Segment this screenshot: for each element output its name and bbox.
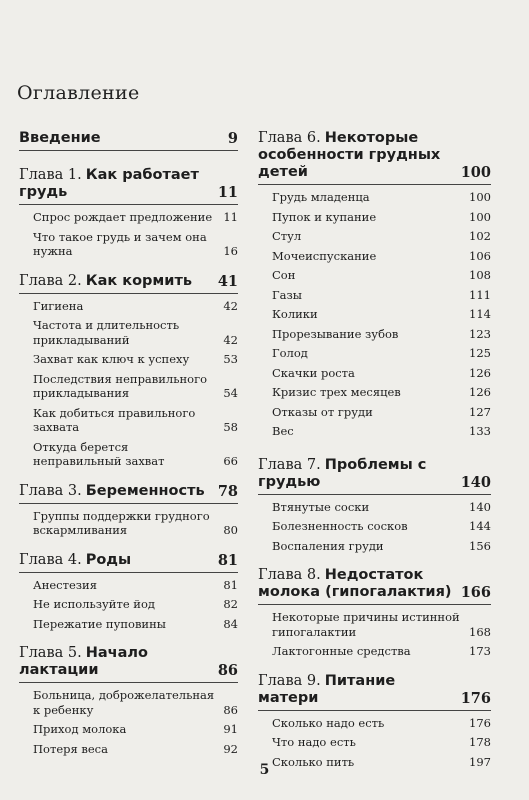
entry-page-number: 111 xyxy=(469,287,491,302)
chapter-divider xyxy=(19,572,238,573)
toc-entry xyxy=(258,307,491,322)
toc-left-column xyxy=(19,130,238,761)
chapter-page-number: 9 xyxy=(227,130,238,147)
chapter-number: Глава 8. xyxy=(258,567,321,583)
chapter-title xyxy=(258,457,457,491)
chapter-divider xyxy=(19,682,238,683)
entry-title: Гигиена xyxy=(33,298,84,313)
toc-entry xyxy=(258,366,491,381)
chapter-number: Глава 5. xyxy=(19,645,82,661)
entry-title: Отказы от груди xyxy=(272,404,373,419)
chapter-number: Глава 1. xyxy=(19,167,82,183)
entry-title: Колики xyxy=(272,307,318,321)
entry-page-number: 140 xyxy=(469,499,491,514)
toc-entry xyxy=(258,385,491,400)
entry-page-number: 125 xyxy=(469,346,491,360)
chapter-page-number: 78 xyxy=(217,482,238,500)
chapter-title xyxy=(19,645,214,679)
entry-page-number: 156 xyxy=(469,538,491,553)
entry-title: Прорезывание зубов xyxy=(272,326,399,341)
toc-entry xyxy=(258,735,491,750)
chapter-name: Некоторые особенности грудных детей xyxy=(258,130,441,180)
chapter-name: Беременность xyxy=(85,482,205,499)
entry-page-number: 11 xyxy=(223,210,238,224)
entry-page-number: 42 xyxy=(223,332,238,347)
entry-page-number: 92 xyxy=(223,741,238,756)
toc-entry xyxy=(258,519,491,534)
chapter-page-number: 41 xyxy=(217,272,238,290)
toc-entry xyxy=(19,742,238,757)
chapter-divider xyxy=(19,204,238,205)
toc-entry xyxy=(258,249,491,264)
entry-page-number: 127 xyxy=(469,404,491,419)
toc-entry xyxy=(19,440,238,469)
chapter-heading xyxy=(258,567,491,601)
chapter-title xyxy=(19,167,214,201)
entry-title: Потеря веса xyxy=(33,741,108,756)
toc-entry xyxy=(19,509,238,538)
toc-entry xyxy=(258,500,491,515)
toc-entry xyxy=(258,610,491,639)
toc-entry xyxy=(258,190,491,205)
toc-chapter xyxy=(19,130,238,151)
entry-page-number: 81 xyxy=(223,577,238,592)
entry-title: Болезненность сосков xyxy=(272,519,408,533)
toc-entry xyxy=(258,405,491,420)
entry-title: Голод xyxy=(272,346,308,360)
toc-entry xyxy=(258,424,491,439)
toc-entry xyxy=(258,229,491,244)
page-number: 5 xyxy=(259,762,270,778)
chapter-number: Глава 7. xyxy=(258,456,321,473)
entry-page-number: 54 xyxy=(223,386,238,400)
entry-page-number: 197 xyxy=(469,754,491,769)
chapter-title xyxy=(19,483,214,500)
entry-title: Спрос рождает предложение xyxy=(33,210,213,224)
toc-chapter xyxy=(19,273,238,469)
chapter-heading xyxy=(258,673,491,707)
entry-page-number: 42 xyxy=(223,298,238,313)
entry-title: Лактогонные средства xyxy=(272,644,411,658)
toc-chapter xyxy=(19,483,238,538)
entry-page-number: 173 xyxy=(469,644,491,658)
entry-title: Пережатие пуповины xyxy=(33,616,166,631)
chapter-page-number: 176 xyxy=(460,689,491,707)
entry-title: Грудь младенца xyxy=(272,190,370,204)
chapter-name: Питание матери xyxy=(258,672,396,706)
toc-entry xyxy=(19,210,238,225)
toc-entry xyxy=(258,716,491,731)
entry-title: Группы поддержки грудного вскармливания xyxy=(33,508,210,537)
toc-entry xyxy=(19,722,238,737)
entry-title: Не используйте йод xyxy=(33,597,155,611)
entry-title: Последствия неправильного прикладывания xyxy=(33,371,208,400)
entry-page-number: 176 xyxy=(469,715,491,730)
toc-chapter xyxy=(19,167,238,259)
toc-entry xyxy=(258,539,491,554)
toc-entry xyxy=(19,318,238,347)
chapter-page-number: 81 xyxy=(217,551,238,569)
entry-title: Стул xyxy=(272,229,302,243)
chapter-name: Как кормить xyxy=(85,272,193,289)
chapter-heading xyxy=(258,457,491,491)
entry-title: Мочеиспускание xyxy=(272,248,377,263)
entry-title: Частота и длительность прикладываний xyxy=(33,318,180,347)
chapter-divider xyxy=(258,604,491,605)
toc-entry xyxy=(19,230,238,259)
toc-entry xyxy=(19,597,238,612)
entry-title: Как добиться правильного захвата xyxy=(33,405,196,434)
entry-title: Сколько надо есть xyxy=(272,715,385,730)
chapter-heading xyxy=(19,645,238,679)
entry-page-number: 86 xyxy=(223,702,238,717)
entry-title: Что такое грудь и зачем она нужна xyxy=(33,229,207,258)
chapter-title xyxy=(258,567,457,601)
chapter-name: Введение xyxy=(19,130,101,146)
entry-title: Откуда берется неправильный захват xyxy=(33,439,165,468)
toc-chapter xyxy=(258,130,491,439)
chapter-divider xyxy=(258,184,491,185)
toc-entry xyxy=(19,372,238,401)
chapter-page-number: 166 xyxy=(460,584,491,601)
entry-page-number: 84 xyxy=(223,616,238,631)
chapter-name: Начало лактации xyxy=(19,645,148,678)
toc-entry xyxy=(258,210,491,225)
chapter-number: Глава 6. xyxy=(258,130,321,146)
chapter-name: Как работает грудь xyxy=(19,167,199,200)
toc-entry xyxy=(19,352,238,367)
chapter-title xyxy=(19,130,224,147)
entry-page-number: 126 xyxy=(469,365,491,380)
entry-page-number: 53 xyxy=(223,352,238,366)
toc-entry xyxy=(19,406,238,435)
entry-title: Вес xyxy=(272,424,294,438)
entry-page-number: 144 xyxy=(469,519,491,533)
toc-entry xyxy=(19,299,238,314)
entry-page-number: 114 xyxy=(469,307,491,321)
chapter-divider xyxy=(258,494,491,495)
chapter-name: Проблемы с грудью xyxy=(258,456,427,490)
entry-title: Захват как ключ к успеху xyxy=(33,352,190,366)
chapter-name: Роды xyxy=(85,551,132,568)
chapter-heading xyxy=(19,483,238,500)
chapter-number: Глава 4. xyxy=(19,551,82,568)
entry-title: Больница, доброжелательная к ребенку xyxy=(33,688,215,717)
toc-entry xyxy=(258,268,491,283)
toc-chapter xyxy=(19,552,238,632)
chapter-title xyxy=(19,273,214,290)
toc-entry xyxy=(258,346,491,361)
toc-entry xyxy=(19,578,238,593)
chapter-page-number: 11 xyxy=(217,184,238,201)
toc-entry xyxy=(258,327,491,342)
entry-page-number: 82 xyxy=(223,597,238,611)
entry-page-number: 133 xyxy=(469,424,491,438)
chapter-title xyxy=(19,552,214,569)
chapter-page-number: 86 xyxy=(217,662,238,679)
chapter-title xyxy=(258,130,457,181)
entry-page-number: 106 xyxy=(469,248,491,263)
entry-title: Сон xyxy=(272,268,296,282)
entry-page-number: 126 xyxy=(469,385,491,399)
chapter-divider xyxy=(19,293,238,294)
entry-page-number: 108 xyxy=(469,268,491,282)
chapter-number: Глава 3. xyxy=(19,482,82,499)
chapter-divider xyxy=(19,150,238,151)
chapter-name: Недостаток молока (гипогалактия) xyxy=(258,567,452,600)
entry-title: Воспаления груди xyxy=(272,538,384,553)
entry-title: Приход молока xyxy=(33,722,127,736)
toc-entry xyxy=(19,617,238,632)
toc-chapter xyxy=(258,457,491,554)
chapter-title xyxy=(258,673,457,707)
entry-page-number: 102 xyxy=(469,229,491,243)
chapter-page-number: 100 xyxy=(460,164,491,181)
chapter-heading xyxy=(19,552,238,569)
entry-page-number: 100 xyxy=(469,209,491,224)
chapter-number: Глава 2. xyxy=(19,272,82,289)
chapter-divider xyxy=(258,710,491,711)
entry-title: Кризис трех месяцев xyxy=(272,385,401,399)
entry-page-number: 100 xyxy=(469,190,491,204)
entry-page-number: 58 xyxy=(223,420,238,434)
chapter-page-number: 140 xyxy=(460,473,491,491)
toc-chapter xyxy=(258,673,491,770)
toc-entry xyxy=(258,644,491,659)
chapter-number: Глава 9. xyxy=(258,672,321,689)
entry-title: Сколько пить xyxy=(272,754,355,769)
chapter-heading xyxy=(19,167,238,201)
entry-page-number: 178 xyxy=(469,735,491,749)
entry-page-number: 66 xyxy=(223,454,238,468)
toc-title: Оглавление xyxy=(17,82,140,104)
chapter-heading xyxy=(19,273,238,290)
toc-entry xyxy=(19,688,238,717)
chapter-divider xyxy=(19,503,238,504)
entry-page-number: 16 xyxy=(223,244,238,258)
chapter-heading xyxy=(258,130,491,181)
toc-chapter xyxy=(19,645,238,756)
entry-title: Что надо есть xyxy=(272,735,356,749)
entry-title: Анестезия xyxy=(33,577,97,592)
entry-title: Скачки роста xyxy=(272,365,355,380)
entry-page-number: 80 xyxy=(223,523,238,537)
entry-page-number: 123 xyxy=(469,326,491,341)
entry-page-number: 168 xyxy=(469,624,491,639)
toc-entry xyxy=(258,288,491,303)
entry-page-number: 91 xyxy=(223,722,238,736)
toc-right-column xyxy=(258,130,491,774)
entry-title: Газы xyxy=(272,287,302,302)
entry-title: Втянутые соски xyxy=(272,499,370,514)
entry-title: Пупок и купание xyxy=(272,209,377,224)
entry-title: Некоторые причины истинной гипогалактии xyxy=(272,610,460,639)
chapter-heading xyxy=(19,130,238,147)
toc-chapter xyxy=(258,567,491,659)
